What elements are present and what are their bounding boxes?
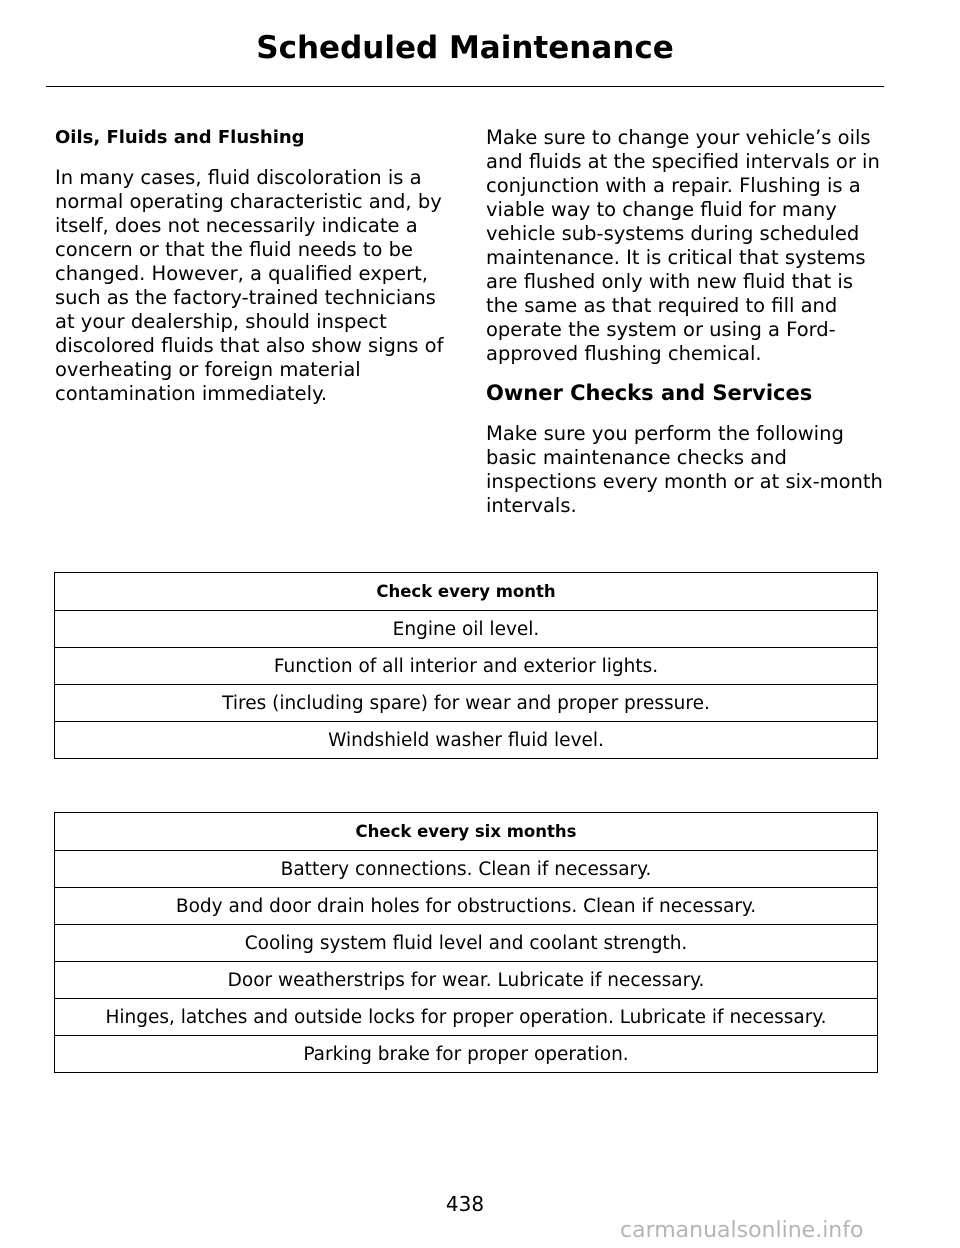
table-row: Cooling system fluid level and coolant strength. xyxy=(55,925,878,962)
section-heading-oils-fluids: Oils, Fluids and Flushing xyxy=(55,127,305,148)
title-divider xyxy=(46,86,884,87)
section-heading-owner-checks: Owner Checks and Services xyxy=(486,381,813,405)
table-row: Tires (including spare) for wear and proper pressure. xyxy=(55,685,878,722)
page-number: 438 xyxy=(445,1192,485,1216)
table-row: Battery connections. Clean if necessary. xyxy=(55,851,878,888)
left-column xyxy=(55,126,450,406)
six-month-checks-table xyxy=(54,812,878,1073)
fluid-change-paragraph: Make sure to change your vehicle’s oils and fluids at the specified intervals or in conjunction with a repair. Flushing is a viable way to change fluid for many vehicle sub-systems during scheduled maintenance. It is critical that systems are flushed only with new fluid that is the same as that required to fill and operate the system or using a Ford-approved flushing chemical. xyxy=(486,126,880,365)
table-row: Engine oil level. xyxy=(55,611,878,648)
owner-checks-paragraph: Make sure you perform the following basic maintenance checks and inspections every month or at six-month intervals. xyxy=(486,422,883,517)
table-row: Windshield washer fluid level. xyxy=(55,722,878,759)
right-column xyxy=(486,126,886,518)
oils-fluids-paragraph: In many cases, fluid discoloration is a normal operating characteristic and, by itself, does not necessarily indicate a concern or that the fluid needs to be changed. However, a qualified expert, such as the factory-trained technicians at your dealership, should inspect discolored fluids that also show signs of overheating or foreign material contamination immediately. xyxy=(55,166,444,405)
table-row: Function of all interior and exterior lights. xyxy=(55,648,878,685)
table-row: Body and door drain holes for obstructions. Clean if necessary. xyxy=(55,888,878,925)
page-title: Scheduled Maintenance xyxy=(256,30,674,66)
table-row: Parking brake for proper operation. xyxy=(55,1036,878,1073)
table-row: Door weatherstrips for wear. Lubricate if necessary. xyxy=(55,962,878,999)
watermark: carmanualsonline.info xyxy=(620,1218,864,1243)
table-row: Hinges, latches and outside locks for proper operation. Lubricate if necessary. xyxy=(55,999,878,1036)
table-header: Check every month xyxy=(55,573,878,611)
table-header: Check every six months xyxy=(55,813,878,851)
monthly-checks-table xyxy=(54,572,878,759)
